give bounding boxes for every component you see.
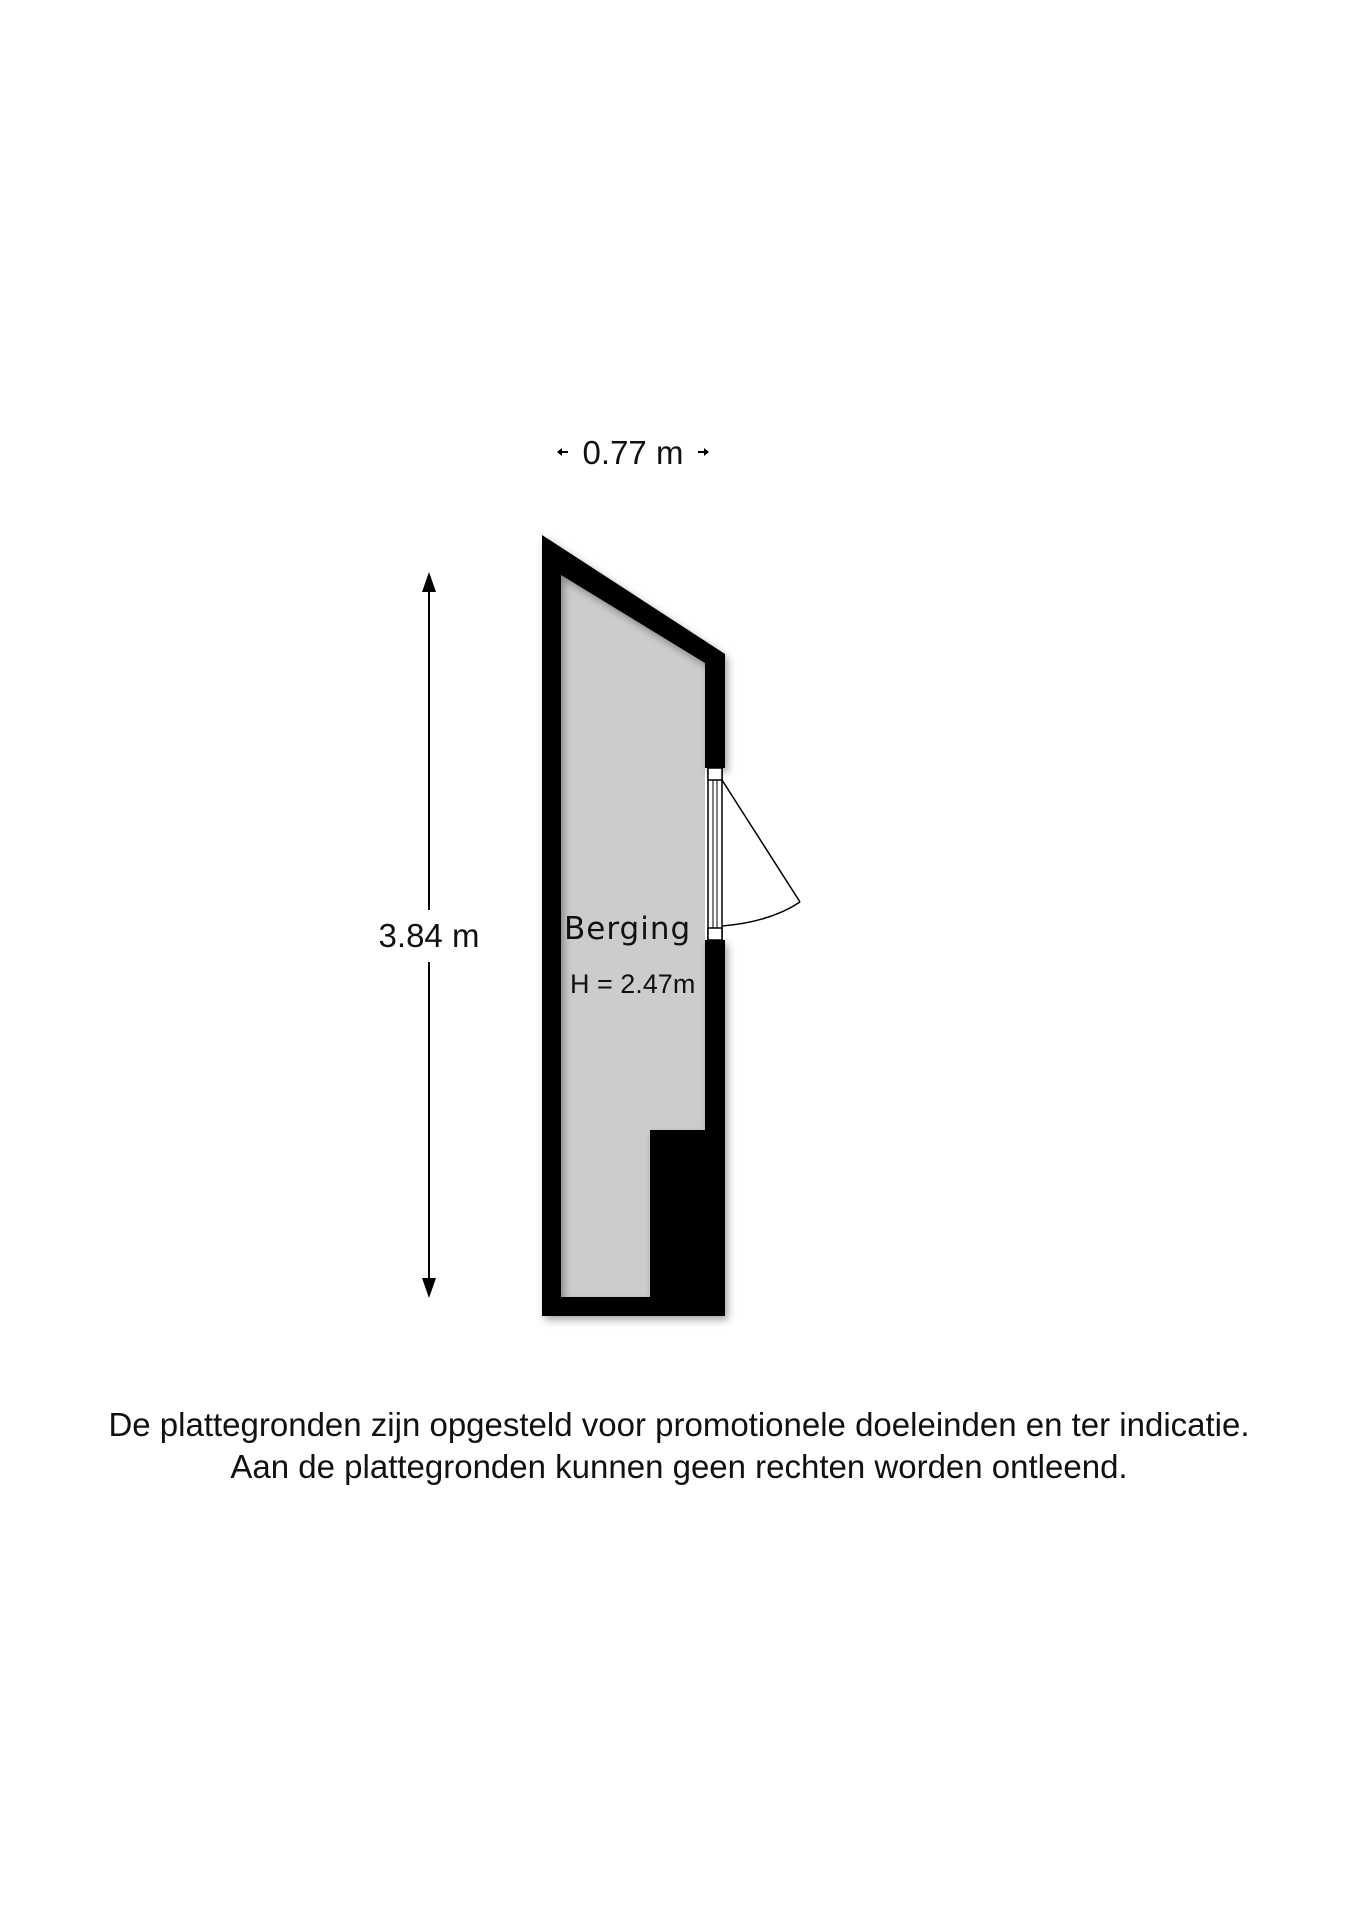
- disclaimer-line-2: Aan de plattegronden kunnen geen rechten worden ontleend.: [230, 1448, 1128, 1485]
- door: [708, 768, 800, 940]
- room-name: Berging: [564, 911, 692, 947]
- arrow-down-icon: [422, 1278, 436, 1298]
- width-dimension: [557, 434, 709, 471]
- room-ceiling-height: H = 2.47m: [570, 969, 696, 999]
- arrow-right-icon: [704, 448, 709, 456]
- arrow-up-icon: [422, 572, 436, 592]
- height-label: 3.84 m: [378, 917, 480, 954]
- arrow-left-icon: [557, 448, 562, 456]
- height-dimension: [379, 572, 480, 1298]
- width-label: 0.77 m: [582, 434, 684, 471]
- disclaimer-line-1: De plattegronden zijn opgesteld voor promotionele doeleinden en ter indicatie.: [108, 1406, 1250, 1443]
- disclaimer: [0, 1404, 1358, 1488]
